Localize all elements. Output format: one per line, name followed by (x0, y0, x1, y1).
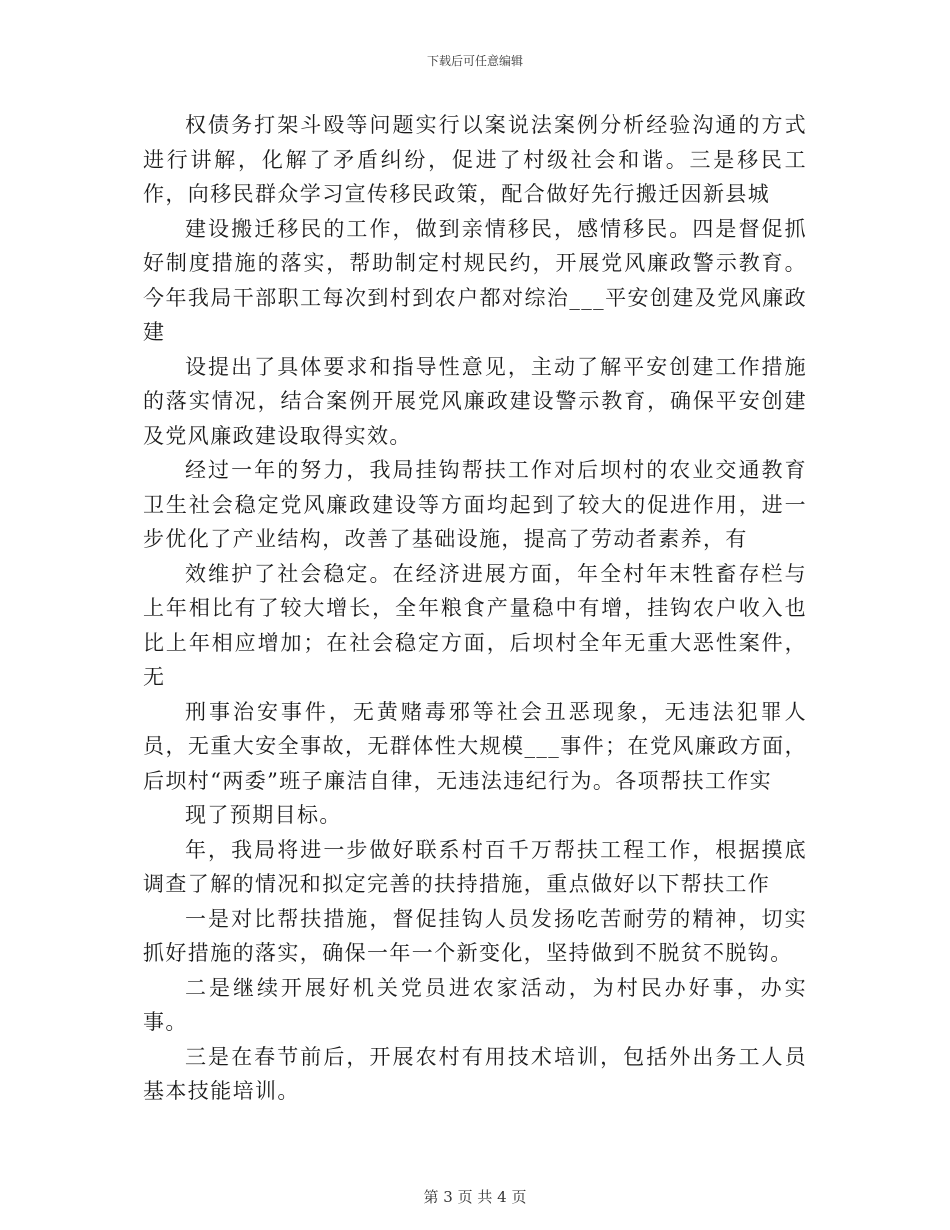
paragraph: 设提出了具体要求和指导性意见，主动了解平安创建工作措施的落实情况，结合案例开展党风廉政建设警示教育，确保平安创建及党风廉政建设取得实效。 (143, 354, 807, 448)
paragraph: 权债务打架斗殴等问题实行以案说法案例分析经验沟通的方式进行讲解，化解了矛盾纠纷，促进了村级社会和谐。三是移民工作，向移民群众学习宣传移民政策，配合做好先行搬迁因新县城 (143, 113, 807, 206)
page-footer: 第 3 页 共 4 页 (423, 1188, 527, 1206)
paragraph: 现了预期目标。 (185, 803, 342, 827)
paragraph: 经过一年的努力，我局挂钩帮扶工作对后坝村的农业交通教育卫生社会稳定党风廉政建设等方面均起到了较大的促进作用，进一步优化了产业结构，改善了基础设施，提高了劳动者素养，有 (143, 458, 807, 551)
paragraph: 二是继续开展好机关党员进农家活动，为村民办好事，办实事。 (143, 975, 807, 1034)
document-body (143, 108, 807, 1109)
paragraph: 年，我局将进一步做好联系村百千万帮扶工程工作，根据摸底调查了解的情况和拟定完善的扶持措施，重点做好以下帮扶工作 (143, 837, 807, 896)
paragraph: 效维护了社会稳定。在经济进展方面，年全村年末牲畜存栏与上年相比有了较大增长，全年粮食产量稳中有增，挂钩农户收入也比上年相应增加；在社会稳定方面，后坝村全年无重大恶性案件，无 (143, 561, 807, 689)
page-header: 下载后可任意编辑 (426, 54, 523, 68)
paragraph: 刑事治安事件，无黄赌毒邪等社会丑恶现象，无违法犯罪人员，无重大安全事故，无群体性大规模___事件；在党风廉政方面，后坝村“两委”班子廉洁自律，无违法违纪行为。各项帮扶工作实 (143, 699, 807, 793)
paragraph: 一是对比帮扶措施，督促挂钩人员发扬吃苦耐劳的精神，切实抓好措施的落实，确保一年一个新变化，坚持做到不脱贫不脱钩。 (143, 906, 807, 965)
paragraph: 三是在春节前后，开展农村有用技术培训，包括外出务工人员基本技能培训。 (143, 1044, 807, 1103)
paragraph: 建设搬迁移民的工作，做到亲情移民，感情移民。四是督促抓好制度措施的落实，帮助制定村规民约，开展党风廉政警示教育。今年我局干部职工每次到村到农户都对综治___平安创建及党风廉政建 (143, 216, 807, 344)
